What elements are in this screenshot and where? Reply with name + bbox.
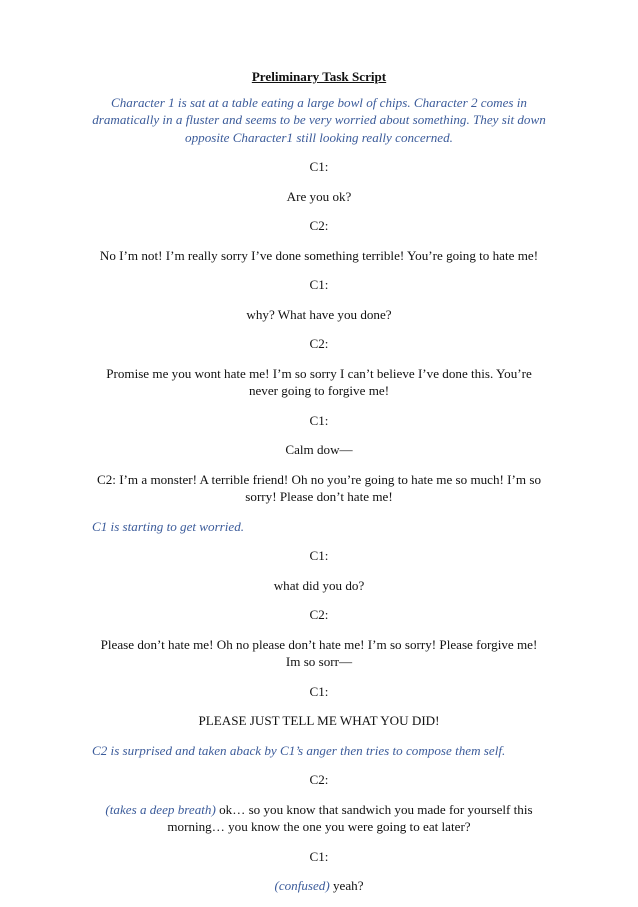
script-body [92, 94, 546, 895]
speaker-label: C2: [309, 336, 329, 351]
speaker-label: C2: [309, 772, 329, 787]
speaker-label: C1: [309, 277, 329, 292]
dialogue-line: C2: I’m a monster! A terrible friend! Oh no you’re going to hate me so much! I’m so sorry! Please don’t hate me! [97, 471, 541, 504]
page-title: Preliminary Task Script [251, 69, 387, 84]
dialogue-line [92, 801, 546, 836]
speaker-label: C2: [309, 607, 329, 622]
dialogue-line [92, 877, 546, 895]
script-page [92, 68, 546, 907]
inline-direction: (takes a deep breath) [105, 801, 216, 817]
dialogue-text: ok… so you know that sandwich you made for yourself this morning… you know the one you were going to eat later? [167, 801, 533, 834]
dialogue-line: what did you do? [273, 577, 365, 593]
dialogue-text: yeah? [329, 878, 364, 893]
dialogue-line: Are you ok? [286, 188, 352, 204]
speaker-label: C1: [309, 159, 329, 174]
dialogue-line: Calm dow— [285, 442, 353, 457]
stage-direction: C1 is starting to get worried. [92, 518, 245, 534]
speaker-label: C1: [309, 412, 329, 428]
dialogue-line: No I’m not! I’m really sorry I’ve done something terrible! You’re going to hate me! [99, 247, 539, 263]
inline-direction: (confused) [274, 878, 330, 893]
dialogue-line: why? What have you done? [246, 306, 392, 322]
speaker-label: C2: [309, 218, 329, 233]
speaker-label: C1: [309, 683, 329, 699]
dialogue-line: PLEASE JUST TELL ME WHAT YOU DID! [198, 713, 440, 728]
speaker-label: C1: [309, 848, 329, 864]
stage-direction: C2 is surprised and taken aback by C1’s anger then tries to compose them self. [92, 742, 506, 758]
stage-direction: Character 1 is sat at a table eating a large bowl of chips. Character 2 comes in dramatically in a fluster and seems to be very worried about something. They sit down opposite Character1 still looking really concerned. [92, 94, 546, 145]
dialogue-line: Promise me you wont hate me! I’m so sorry I can’t believe I’ve done this. You’re never going to forgive me! [106, 365, 532, 398]
dialogue-line: Please don’t hate me! Oh no please don’t hate me! I’m so sorry! Please forgive me! Im so sorr— [100, 636, 538, 669]
speaker-label: C1: [309, 548, 329, 563]
